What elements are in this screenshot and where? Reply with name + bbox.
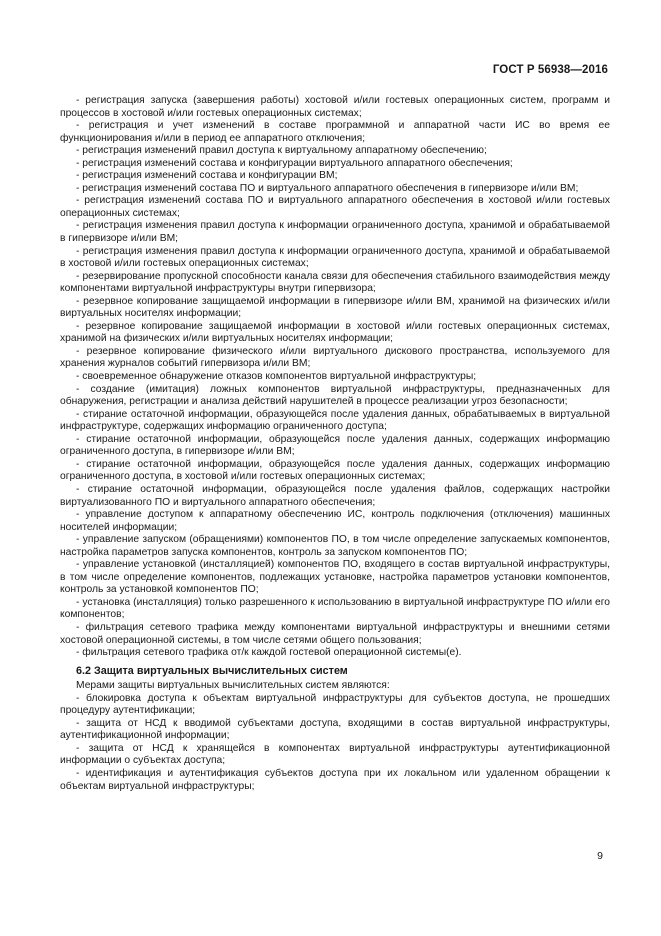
list-item: - фильтрация сетевого трафика от/к каждой гостевой операционной системы(е). [76, 647, 462, 659]
list-item: - регистрация изменений состава ПО и виртуального аппаратного обеспечения в гипервизоре и/или ВМ; [76, 182, 579, 194]
list-item: - своевременное обнаружение отказов компонентов виртуальной инфраструктуры; [76, 371, 477, 383]
list-item: - резервирование пропускной способности канала связи для обеспечения стабильного взаимодействия между компонентами виртуальной инфраструктуры внутри гипервизора; [60, 270, 610, 295]
list-item: - резервное копирование защищаемой информации в гипервизоре и/или ВМ, хранимой на физических и/или виртуальных носителях информации; [60, 295, 610, 320]
section-heading: 6.2 Защита виртуальных вычислительных систем [76, 664, 348, 677]
list-item: - регистрация и учет изменений в составе программной и аппаратной части ИС во время ее функционирования и/или в период ее аппаратного отключения; [60, 120, 610, 144]
list-item: - управление доступом к аппаратному обеспечению ИС, контроль подключения (отключения) машинных носителей информации; [60, 509, 610, 533]
list-item: - регистрация изменения правил доступа к информации ограниченного доступа, хранимой и обрабатываемой в гипервизоре и/или ВМ; [60, 220, 610, 245]
list-item: - установка (инсталляция) только разрешенного к использованию в виртуальной инфраструктуре ПО и/или его компонентов; [60, 596, 610, 621]
list-item: - защита от НСД к хранящейся в компонентах виртуальной инфраструктуры аутентификационной информации о субъектах доступа; [60, 742, 610, 767]
list-item: - регистрация изменений состава ПО и виртуального аппаратного обеспечения в хостовой и/или гостевых операционных системах; [60, 195, 610, 219]
list-item: - регистрация изменений состава и конфигурации виртуального аппаратного обеспечения; [76, 157, 513, 169]
page-number: 9 [597, 850, 603, 862]
list-item: - управление установкой (инсталляцией) компонентов ПО, входящего в состав виртуальной инфраструктуры, в том числе определение компонентов, подлежащих установке, настройка параметров установки компонентов, контроль за установкой компонентов ПО; [60, 559, 610, 596]
list-item: - идентификация и аутентификация субъектов доступа при их локальном или удаленном обращении к объектам виртуальной инфраструктуры; [60, 767, 610, 792]
list-item: - стирание остаточной информации, образующейся после удаления данных, содержащих информацию ограниченного доступа, в гипервизоре и/или ВМ; [60, 433, 610, 458]
list-item: - блокировка доступа к объектам виртуальной инфраструктуры для субъектов доступа, не прошедших процедуру аутентификации; [60, 692, 610, 717]
list-item: - регистрация запуска (завершения работы) хостовой и/или гостевых операционных систем, программ и процессов в хостовой и/или гостевых операционных системах; [60, 95, 610, 119]
list-item: - фильтрация сетевого трафика между компонентами виртуальной инфраструктуры и внешними сетями хостовой операционной системы, в том числе сетями общего пользования; [60, 621, 610, 646]
list-item: - резервное копирование защищаемой информации в хостовой и/или гостевых операционных системах, хранимой на физических и/или виртуальных носителях информации; [60, 320, 610, 345]
document-header: ГОСТ Р 56938—2016 [492, 64, 608, 76]
section-intro: Мерами защиты виртуальных вычислительных систем являются: [76, 680, 390, 692]
page-body [60, 95, 610, 793]
list-item: - стирание остаточной информации, образующейся после удаления данных, содержащих информацию ограниченного доступа, в хостовой и/или гостевых операционных системах; [60, 458, 610, 483]
list-item: - регистрация изменений состава и конфигурации ВМ; [76, 170, 338, 182]
list-item: - регистрация изменения правил доступа к информации ограниченного доступа, хранимой и обрабатываемой в хостовой и/или гостевых операционных системах; [60, 245, 610, 270]
list-item: - защита от НСД к вводимой субъектами доступа, входящими в состав виртуальной инфраструктуры, аутентификационной информации; [60, 717, 610, 742]
list-item: - регистрация изменений правил доступа к виртуальному аппаратному обеспечению; [76, 145, 487, 157]
list-item: - стирание остаточной информации, образующейся после удаления данных, обрабатываемых в виртуальной инфраструктуре, содержащих информацию ограниченного доступа; [60, 408, 610, 433]
list-item: - управление запуском (обращениями) компонентов ПО, в том числе определение запускаемых компонентов, настройка параметров запуска компонентов, контроль за запуском компонентов ПО; [60, 534, 610, 558]
list-item: - создание (имитация) ложных компонентов виртуальной инфраструктуры, предназначенных для обнаружения, регистрации и анализа действий нарушителей в процессе реализации угроз безопасности; [60, 383, 610, 408]
list-item: - резервное копирование физического и/или виртуального дискового пространства, используемого для хранения журналов событий гипервизора и/или ВМ; [60, 345, 610, 370]
list-item: - стирание остаточной информации, образующейся после удаления файлов, содержащих настройки виртуализованного ПО и виртуального аппаратного обеспечения; [60, 483, 610, 508]
